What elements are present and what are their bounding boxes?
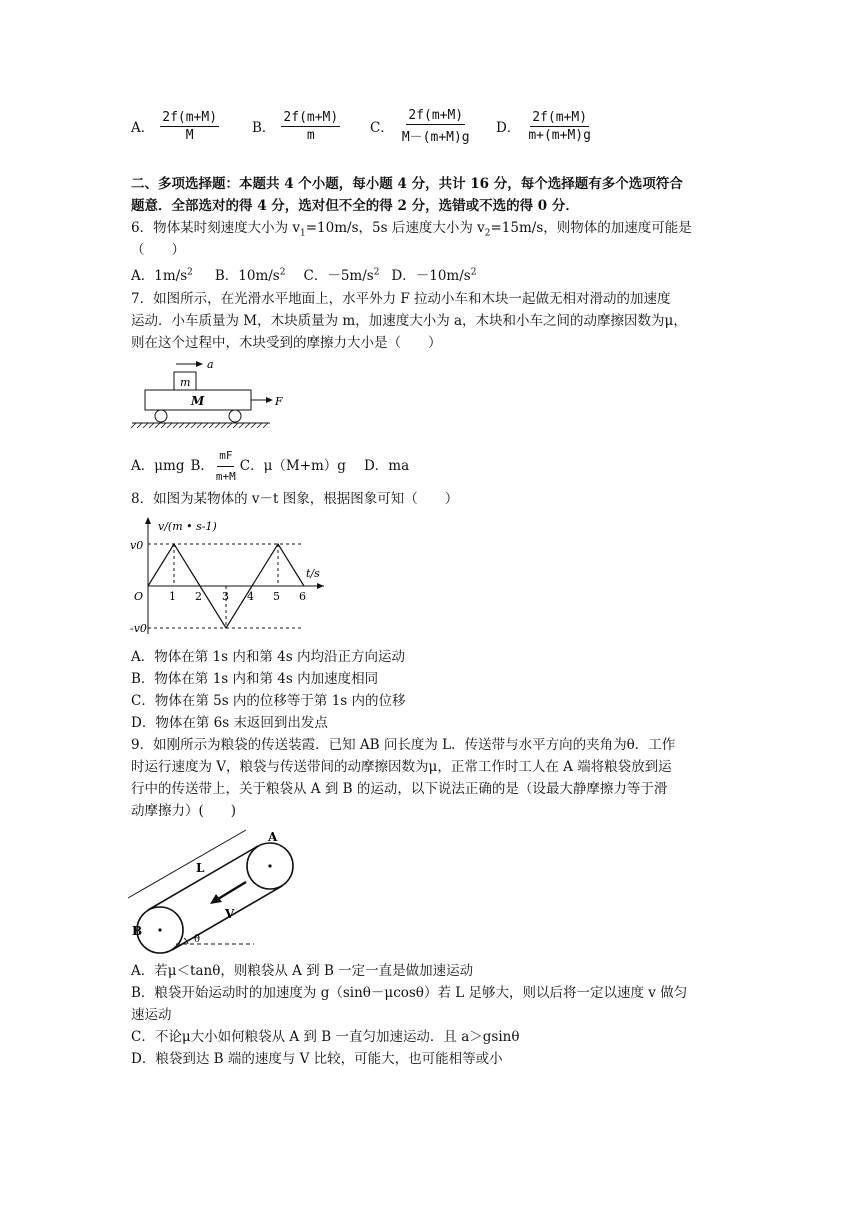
q7-options xyxy=(131,446,409,486)
point-b-label: B xyxy=(132,924,143,938)
q7-stem-line1: 7．如图所示，在光滑水平地面上，水平外力 F 拉动小车和木块一起做无相对滑动的加速度 xyxy=(131,291,671,307)
v0-label: v0 xyxy=(130,539,144,552)
x-axis-arrow xyxy=(317,583,324,589)
cart-wheel-left xyxy=(155,410,167,422)
tick-4: 4 xyxy=(247,590,254,603)
q7-option-c: C．μ（M+m）g xyxy=(239,458,346,474)
pulley-b-axle xyxy=(158,928,161,931)
block-m-label: m xyxy=(180,376,191,389)
q9-option-d: D．粮袋到达 B 端的速度与 V 比较，可能大，也可能相等或小 xyxy=(131,1051,503,1067)
q6-option-b: B．$10m/s^2$ xyxy=(214,267,286,284)
q6-option-c: C．$-5m/s^2$ xyxy=(303,267,380,284)
point-a-label: A xyxy=(268,830,278,844)
q5-option-c: C． $\frac{2f(m+M)}{M-(m+M)g}$ xyxy=(370,107,470,145)
y-axis-label: v/(m • s-1) xyxy=(158,520,217,533)
accel-label: a xyxy=(207,358,214,371)
velocity-arrow-line xyxy=(218,882,246,899)
y-axis-arrow xyxy=(145,517,151,524)
q5-option-c-fraction: $\frac{2f(m+M)}{M-(m+M)g}$ xyxy=(401,107,470,145)
q5-option-a: A． $\frac{2f(m+M)}{M}$ xyxy=(131,109,218,143)
neg-v0-label: -v0 xyxy=(130,622,147,635)
q8-vt-graph xyxy=(128,514,328,646)
length-l-label: L xyxy=(196,861,205,875)
origin-label: O xyxy=(134,590,144,603)
q9-option-c: C．不论μ大小如何粮袋从 A 到 B 一直匀加速运动．且 a＞gsinθ xyxy=(131,1029,520,1045)
section2-heading-line1: 二、多项选择题：本题共 4 个小题，每小题 4 分，共计 16 分，每个选择题有多个选项符合 xyxy=(131,176,683,192)
q9-option-b: B．粮袋开始运动时的加速度为 g（sinθ－μcosθ）若 L 足够大，则以后将一定以速度 v 做匀 xyxy=(131,985,688,1001)
velocity-v-label: V xyxy=(225,907,235,921)
x-axis-label: t/s xyxy=(306,567,320,580)
q9-option-a: A．若μ＜tanθ，则粮袋从 A 到 B 一定一直是做加速运动 xyxy=(131,963,474,979)
q7-option-b-fraction: $\frac{mF}{m+M}$ xyxy=(215,448,236,483)
tick-1: 1 xyxy=(169,590,176,603)
q5-option-d: D． $\frac{2f(m+M)}{m+(m+M)g}$ xyxy=(496,109,591,143)
q5-option-b: B． $\frac{2f(m+M)}{m}$ xyxy=(252,109,339,143)
q6-stem: 6．物体某时刻速度大小为 $v_1=10m/s$，5s 后速度大小为 $v_2=15m/s$，则物体的加速度可能是 xyxy=(131,220,692,239)
q6-paren: （ ） xyxy=(131,242,185,258)
accel-arrowhead xyxy=(196,361,203,367)
q9-stem-line2: 时运行速度为 V，粮袋与传送带间的动摩擦因数为μ，正常工作时工人在 A 端将粮袋放到运 xyxy=(131,759,672,775)
q7-stem-line2: 运动．小车质量为 M，木块质量为 m，加速度大小为 a，木块和小车之间的动摩擦因数为μ， xyxy=(131,313,687,329)
cart-M-label: M xyxy=(191,394,205,408)
cart-wheel-right xyxy=(229,410,241,422)
force-arrowhead xyxy=(266,397,273,403)
q7-option-d: D．ma xyxy=(363,458,410,474)
q6-options xyxy=(131,263,476,285)
q7-stem-line3: 则在这个过程中，木块受到的摩擦力大小是（ ） xyxy=(131,335,442,351)
section2-heading-line2: 题意．全部选对的得 4 分，选对但不全的得 2 分，选错或不选的得 0 分． xyxy=(131,198,579,214)
q7-cart-figure xyxy=(128,356,283,436)
q9-stem-line3: 行中的传送带上，关于粮袋从 A 到 B 的运动，以下说法正确的是（设最大静摩擦力等于滑 xyxy=(131,781,668,797)
q7-option-b-label: B． xyxy=(190,458,214,474)
tick-6: 6 xyxy=(299,590,306,603)
q6-option-a: A．$1m/s^2$ xyxy=(131,267,193,284)
ground-hatching xyxy=(131,423,268,428)
q9-conveyor-figure xyxy=(128,822,308,956)
q8-option-d: D．物体在第 6s 末返回到出发点 xyxy=(131,715,328,731)
q5-option-a-fraction: $\frac{2f(m+M)}{M}$ xyxy=(162,109,218,143)
q7-option-a: A．μmg xyxy=(131,458,185,474)
q9-stem-line4: 动摩擦力）( ) xyxy=(131,803,237,819)
q8-option-a: A．物体在第 1s 内和第 4s 内均沿正方向运动 xyxy=(131,649,405,665)
q8-option-c: C．物体在第 5s 内的位移等于第 1s 内的位移 xyxy=(131,693,406,709)
q5-option-b-fraction: $\frac{2f(m+M)}{m}$ xyxy=(283,109,339,143)
force-label: F xyxy=(275,395,283,408)
angle-theta-label: θ xyxy=(194,934,201,945)
tick-5: 5 xyxy=(273,590,280,603)
q6-option-d: D．$-10m/s^2$ xyxy=(391,267,477,284)
belt-top xyxy=(148,846,258,910)
tick-3: 3 xyxy=(222,590,229,603)
pulley-a-axle xyxy=(268,864,271,867)
tick-2: 2 xyxy=(195,590,202,603)
q8-stem: 8．如图为某物体的 v－t 图象，根据图象可知（ ） xyxy=(131,491,459,507)
q9-stem-line1: 9．如刚所示为粮袋的传送装霞．已知 AB 问长度为 L．传送带与水平方向的夹角为θ．工作 xyxy=(131,737,676,753)
q8-option-b: B．物体在第 1s 内和第 4s 内加速度相同 xyxy=(131,671,379,687)
q5-option-d-fraction: $\frac{2f(m+M)}{m+(m+M)g}$ xyxy=(528,109,591,143)
q9-option-b-cont: 速运动 xyxy=(131,1007,172,1023)
